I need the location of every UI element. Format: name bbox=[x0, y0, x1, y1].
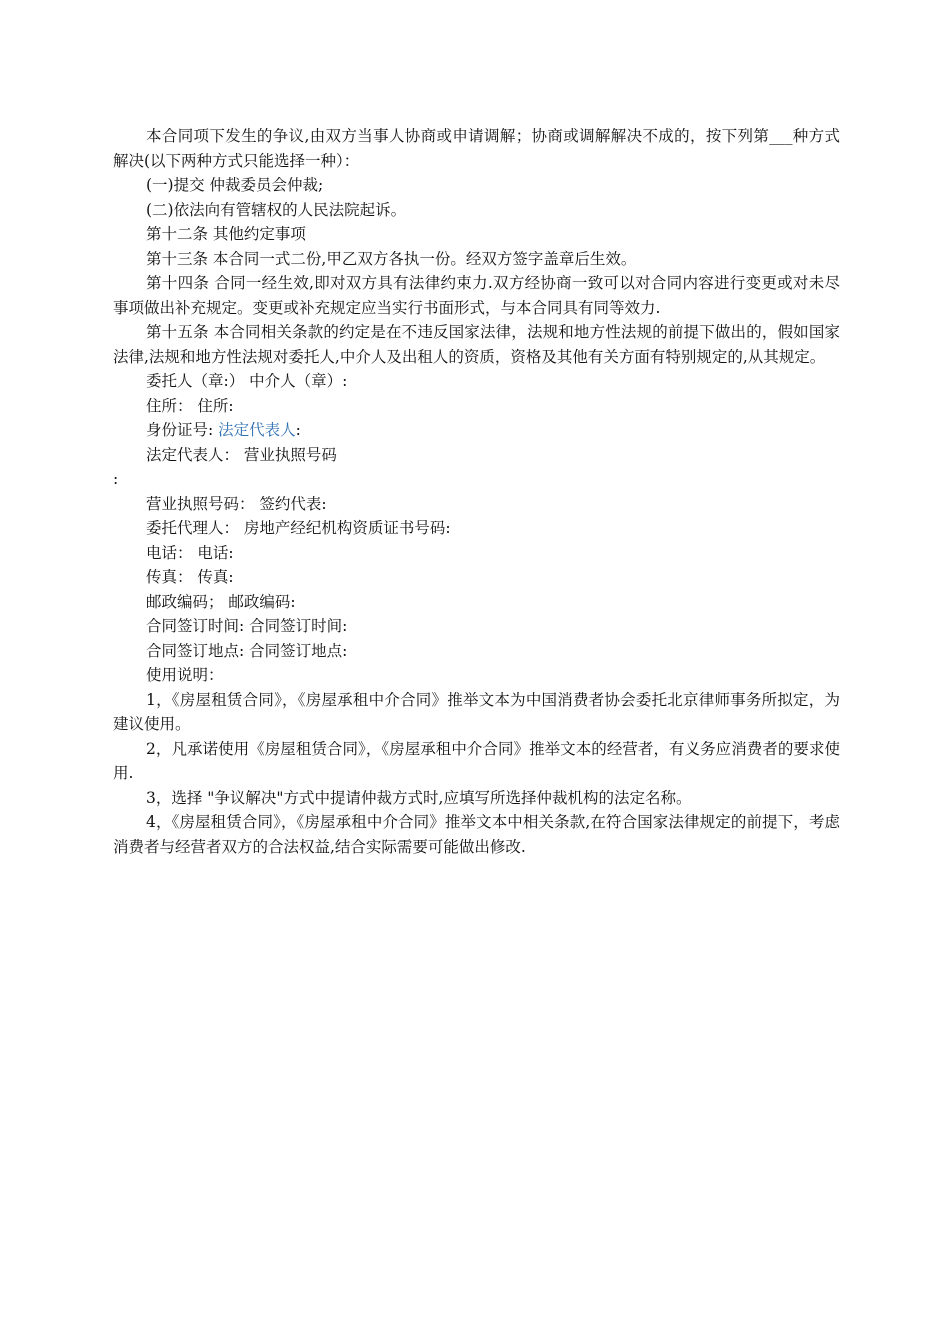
usage-note-1: 1，《房屋租赁合同》，《房屋承租中介合同》推举文本为中国消费者协会委托北京律师事务所拟定，为建议使用。 bbox=[113, 690, 840, 733]
paragraph-dispute: 本合同项下发生的争议,由双方当事人协商或申请调解；协商或调解解决不成的，按下列第___种方式解决(以下两种方式只能选择一种）： bbox=[113, 127, 840, 170]
signature-legal-representative: 法定代表人： 营业执照号码 bbox=[146, 445, 337, 464]
id-line-suffix: : bbox=[295, 421, 301, 439]
signature-sign-time: 合同签订时间: 合同签订时间: bbox=[146, 617, 348, 635]
paragraph-option-court: (二)依法向有管辖权的人民法院起诉。 bbox=[146, 200, 407, 219]
signature-agent-certificate: 委托代理人： 房地产经纪机构资质证书号码: bbox=[146, 519, 451, 537]
stray-colon-line: : bbox=[113, 470, 119, 488]
signature-principal-agent: 委托人（章:） 中介人（章）: bbox=[146, 372, 348, 390]
signature-id-number bbox=[113, 418, 840, 443]
signature-sign-place: 合同签订地点: 合同签订地点: bbox=[146, 641, 348, 660]
signature-postcode: 邮政编码； 邮政编码: bbox=[146, 592, 296, 611]
legal-representative-link[interactable]: 法定代表人 bbox=[218, 421, 296, 439]
id-number-label: 身份证号: bbox=[146, 421, 219, 439]
signature-address: 住所： 住所: bbox=[146, 396, 234, 415]
paragraph-option-arbitration: (一)提交 仲裁委员会仲裁; bbox=[146, 176, 324, 194]
usage-notes-heading: 使用说明： bbox=[146, 666, 224, 684]
usage-note-4: 4，《房屋租赁合同》，《房屋承租中介合同》推举文本中相关条款,在符合国家法律规定的前提下，考虑消费者与经营者双方的合法权益,结合实际需要可能做出修改. bbox=[113, 813, 840, 856]
paragraph-article-14: 第十四条 合同一经生效,即对双方具有法律约束力.双方经协商一致可以对合同内容进行变更或对未尽事项做出补充规定。变更或补充规定应当实行书面形式，与本合同具有同等效力. bbox=[113, 274, 840, 317]
signature-phone: 电话： 电话: bbox=[146, 543, 234, 562]
signature-business-license: 营业执照号码： 签约代表: bbox=[146, 494, 327, 513]
paragraph-article-13: 第十三条 本合同一式二份,甲乙双方各执一份。经双方签字盖章后生效。 bbox=[146, 249, 637, 268]
signature-fax: 传真： 传真: bbox=[146, 568, 234, 586]
document-page bbox=[113, 124, 840, 859]
paragraph-article-12: 第十二条 其他约定事项 bbox=[146, 225, 306, 243]
usage-note-3: 3，选择 "争议解决"方式中提请仲裁方式时,应填写所选择仲裁机构的法定名称。 bbox=[146, 788, 692, 807]
usage-note-2: 2，凡承诺使用《房屋租赁合同》，《房屋承租中介合同》推举文本的经营者，有义务应消费者的要求使用. bbox=[113, 739, 840, 782]
paragraph-article-15: 第十五条 本合同相关条款的约定是在不违反国家法律，法规和地方性法规的前提下做出的，假如国家法律,法规和地方性法规对委托人,中介人及出租人的资质，资格及其他有关方面有特别规定的,从其规定。 bbox=[113, 323, 840, 366]
